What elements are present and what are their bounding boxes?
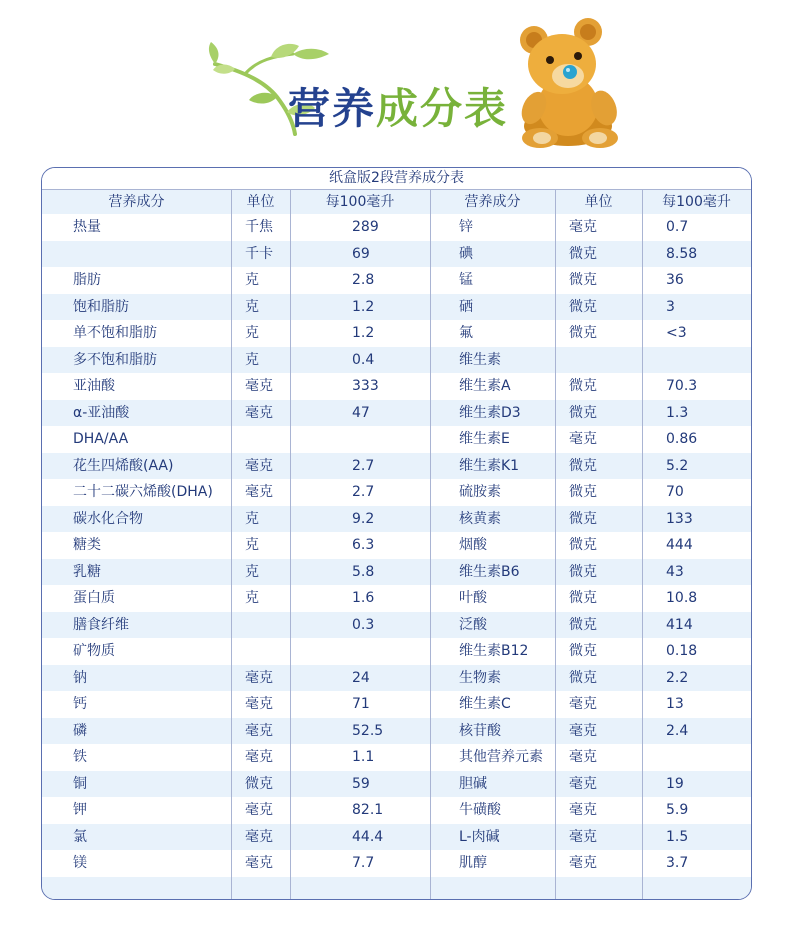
table-row <box>42 691 751 718</box>
nutrient-value-right: 43 <box>666 563 684 580</box>
nutrient-value: 1.2 <box>352 325 375 341</box>
nutrient-name: 铜 <box>73 775 87 792</box>
nutrient-name: 镁 <box>73 855 87 871</box>
nutrient-value-right: <3 <box>666 325 687 341</box>
nutrient-value-right: 133 <box>666 510 693 527</box>
table-caption: 纸盒版2段营养成分表 <box>42 168 751 190</box>
table-row <box>42 797 751 824</box>
nutrient-name-right: 维生素E <box>459 431 510 447</box>
nutrient-name: 二十二碳六烯酸(DHA) <box>73 484 213 500</box>
nutrient-unit: 克 <box>245 563 259 580</box>
nutrient-value <box>290 426 430 453</box>
nutrient-value: 44.4 <box>352 828 384 845</box>
nutrient-value: 59 <box>352 775 370 792</box>
page-title <box>288 76 508 136</box>
header-nutrient: 营养成分 <box>108 194 165 210</box>
nutrient-unit-right: 微克 <box>569 404 597 421</box>
table-row <box>42 665 751 692</box>
nutrient-name-right: 叶酸 <box>459 590 487 606</box>
nutrient-name-right: L-肉碱 <box>459 828 500 845</box>
nutrient-value: 71 <box>352 696 370 712</box>
nutrition-table <box>41 167 752 900</box>
nutrient-value: 289 <box>352 219 379 235</box>
nutrient-name: 饱和脂肪 <box>73 298 129 315</box>
nutrient-unit: 克 <box>245 510 259 527</box>
table-row <box>42 744 751 771</box>
nutrient-unit-right: 微克 <box>569 563 597 580</box>
nutrient-value: 0.3 <box>352 616 375 633</box>
nutrient-name: 碳水化合物 <box>73 510 143 527</box>
table-row <box>42 267 751 294</box>
table-body <box>42 214 751 877</box>
nutrient-unit-right: 毫克 <box>569 431 597 447</box>
nutrient-name: 膳食纤维 <box>73 616 129 633</box>
nutrient-name-right: 胆碱 <box>459 775 487 792</box>
table-row <box>42 453 751 480</box>
table-grid <box>42 190 751 900</box>
table-row <box>42 241 751 268</box>
nutrient-unit: 毫克 <box>245 457 273 474</box>
table-row <box>42 850 751 877</box>
nutrient-unit: 千卡 <box>245 245 273 262</box>
nutrient-unit: 克 <box>245 537 259 553</box>
nutrient-name-right: 核苷酸 <box>459 722 501 739</box>
nutrient-unit-right: 微克 <box>569 245 597 262</box>
table-row <box>42 824 751 851</box>
table-row <box>42 347 751 374</box>
nutrient-name: 糖类 <box>73 537 101 553</box>
nutrient-name-right: 维生素D3 <box>459 404 521 421</box>
table-row <box>42 718 751 745</box>
nutrient-value: 9.2 <box>352 510 375 527</box>
nutrient-name-right: 锌 <box>459 219 473 235</box>
nutrient-unit <box>231 426 290 453</box>
nutrient-value: 69 <box>352 245 370 262</box>
nutrient-unit-right: 微克 <box>569 669 597 686</box>
nutrient-name: 单不饱和脂肪 <box>73 325 157 341</box>
nutrient-unit: 毫克 <box>245 669 273 686</box>
nutrient-unit-right: 微克 <box>569 378 597 394</box>
nutrient-value: 7.7 <box>352 855 375 871</box>
title-part-blue: 营养 <box>288 84 377 133</box>
nutrient-value: 333 <box>352 378 379 394</box>
nutrient-name-right: 烟酸 <box>459 537 487 553</box>
nutrient-value: 82.1 <box>352 802 384 818</box>
table-row <box>42 559 751 586</box>
nutrient-name-right: 生物素 <box>459 669 501 686</box>
nutrient-name-right: 硒 <box>459 298 473 315</box>
nutrient-unit-right: 毫克 <box>569 749 597 765</box>
nutrient-unit-right: 毫克 <box>569 722 597 739</box>
nutrient-name: 蛋白质 <box>73 590 115 606</box>
nutrient-unit: 毫克 <box>245 749 273 765</box>
nutrient-unit: 毫克 <box>245 722 273 739</box>
nutrient-value-right: 3.7 <box>666 855 689 871</box>
nutrient-value: 0.4 <box>352 351 375 368</box>
nutrient-value-right: 1.3 <box>666 404 689 421</box>
nutrient-unit-right: 微克 <box>569 484 597 500</box>
nutrient-value: 2.7 <box>352 484 375 500</box>
nutrient-value: 24 <box>352 669 370 686</box>
column-divider <box>555 190 556 900</box>
nutrient-unit-right: 毫克 <box>569 696 597 712</box>
nutrient-name-right: 维生素B12 <box>459 643 529 659</box>
table-row <box>42 400 751 427</box>
nutrient-unit: 毫克 <box>245 802 273 818</box>
nutrient-name: 钠 <box>73 669 87 686</box>
nutrient-name-right: 锰 <box>459 272 473 288</box>
nutrient-value-right: 70.3 <box>666 378 698 394</box>
nutrient-name: α-亚油酸 <box>73 404 130 421</box>
nutrient-name-right: 氟 <box>459 325 473 341</box>
nutrient-value: 47 <box>352 404 370 421</box>
nutrient-value-right: 36 <box>666 272 684 288</box>
nutrient-value-right: 444 <box>666 537 693 553</box>
nutrient-unit: 毫克 <box>245 484 273 500</box>
nutrient-name <box>42 241 231 268</box>
nutrient-value-right: 19 <box>666 775 684 792</box>
nutrient-value-right: 2.2 <box>666 669 689 686</box>
table-row <box>42 479 751 506</box>
nutrient-value: 1.6 <box>352 590 375 606</box>
nutrient-name: 多不饱和脂肪 <box>73 351 157 368</box>
nutrient-unit: 毫克 <box>245 404 273 421</box>
nutrient-name-right: 核黄素 <box>459 510 501 527</box>
header-unit-right: 单位 <box>584 194 613 210</box>
nutrient-unit-right: 微克 <box>569 510 597 527</box>
nutrient-name: 钙 <box>73 696 87 712</box>
table-row <box>42 771 751 798</box>
nutrient-value: 2.7 <box>352 457 375 474</box>
nutrient-name: 热量 <box>73 219 101 235</box>
nutrient-unit: 克 <box>245 298 259 315</box>
header-unit: 单位 <box>246 194 275 210</box>
nutrient-name: 亚油酸 <box>73 378 115 394</box>
nutrient-unit: 克 <box>245 351 259 368</box>
nutrient-unit-right: 微克 <box>569 325 597 341</box>
table-row <box>42 585 751 612</box>
nutrient-unit: 毫克 <box>245 696 273 712</box>
page-header <box>0 0 790 160</box>
nutrient-value: 6.3 <box>352 537 375 553</box>
nutrient-value: 1.2 <box>352 298 375 315</box>
table-row <box>42 532 751 559</box>
nutrient-unit: 毫克 <box>245 855 273 871</box>
nutrient-name: DHA/AA <box>73 431 129 447</box>
nutrient-unit-right: 毫克 <box>569 802 597 818</box>
nutrient-unit-right: 微克 <box>569 590 597 606</box>
nutrient-value-right: 10.8 <box>666 590 698 606</box>
nutrient-unit <box>231 638 290 665</box>
nutrient-name-right: 硫胺素 <box>459 484 501 500</box>
nutrient-unit: 克 <box>245 272 259 288</box>
nutrient-name-right: 牛磺酸 <box>459 802 501 818</box>
nutrient-value-right: 3 <box>666 298 675 315</box>
nutrient-value-right: 70 <box>666 484 684 500</box>
nutrient-value-right: 8.58 <box>666 245 698 262</box>
nutrient-unit: 毫克 <box>245 378 273 394</box>
nutrient-unit <box>231 612 290 639</box>
nutrient-unit: 毫克 <box>245 828 273 845</box>
nutrient-name: 氯 <box>73 828 87 845</box>
nutrient-value-right <box>642 744 751 771</box>
header-per-100ml: 每100毫升 <box>325 194 395 210</box>
column-divider <box>642 190 643 900</box>
nutrient-value-right: 2.4 <box>666 722 689 739</box>
nutrient-value-right: 13 <box>666 696 684 712</box>
nutrient-name-right: 其他营养元素 <box>459 749 543 765</box>
nutrient-unit: 克 <box>245 590 259 606</box>
nutrient-name: 矿物质 <box>73 643 115 659</box>
table-row <box>42 506 751 533</box>
nutrient-name-right: 维生素K1 <box>459 457 520 474</box>
nutrient-unit-right: 微克 <box>569 272 597 288</box>
nutrient-name-right: 维生素A <box>459 378 511 394</box>
nutrient-value <box>290 638 430 665</box>
column-divider <box>290 190 291 900</box>
nutrient-name: 铁 <box>73 749 87 765</box>
nutrient-unit: 千焦 <box>245 219 273 235</box>
nutrient-name-right: 泛酸 <box>459 616 487 633</box>
nutrient-unit-right: 微克 <box>569 643 597 659</box>
nutrient-value-right: 0.86 <box>666 431 698 447</box>
nutrient-value-right: 5.9 <box>666 802 689 818</box>
nutrient-name: 磷 <box>73 722 87 739</box>
table-row <box>42 426 751 453</box>
table-row <box>42 214 751 241</box>
header-per-100ml-right: 每100毫升 <box>662 194 731 210</box>
nutrient-value-right: 414 <box>666 616 693 633</box>
column-divider <box>430 190 431 900</box>
nutrient-value-right: 5.2 <box>666 457 689 474</box>
table-row <box>42 294 751 321</box>
nutrient-name-right: 维生素C <box>459 696 511 712</box>
table-row <box>42 373 751 400</box>
nutrient-value-right: 0.7 <box>666 219 689 235</box>
title-part-green: 成分表 <box>376 84 509 133</box>
nutrient-name-right: 维生素 <box>459 351 501 368</box>
nutrient-unit: 微克 <box>245 775 273 792</box>
table-row <box>42 612 751 639</box>
nutrient-name: 钾 <box>73 802 87 818</box>
nutrient-name-right: 肌醇 <box>459 855 487 871</box>
header-nutrient-right: 营养成分 <box>464 194 521 210</box>
nutrient-unit-right: 微克 <box>569 616 597 633</box>
nutrient-value: 2.8 <box>352 272 375 288</box>
table-row <box>42 638 751 665</box>
nutrient-unit-right: 微克 <box>569 457 597 474</box>
column-divider <box>231 190 232 900</box>
nutrient-unit-right: 微克 <box>569 537 597 553</box>
nutrient-unit-right: 微克 <box>569 298 597 315</box>
nutrient-unit-right: 毫克 <box>569 219 597 235</box>
nutrient-value-right: 0.18 <box>666 643 698 659</box>
nutrient-value: 5.8 <box>352 563 375 580</box>
nutrient-unit-right: 毫克 <box>569 855 597 871</box>
nutrient-unit-right: 毫克 <box>569 828 597 845</box>
nutrient-name: 乳糖 <box>73 563 101 580</box>
nutrient-unit: 克 <box>245 325 259 341</box>
nutrient-name: 脂肪 <box>73 272 101 288</box>
nutrient-value-right: 1.5 <box>666 828 689 845</box>
nutrient-unit-right: 毫克 <box>569 775 597 792</box>
nutrient-name-right: 维生素B6 <box>459 563 520 580</box>
nutrient-name-right: 碘 <box>459 245 473 262</box>
table-header-row <box>42 190 751 214</box>
nutrient-value: 52.5 <box>352 722 384 739</box>
nutrient-value-right <box>642 347 751 374</box>
table-filler-row <box>42 877 751 901</box>
nutrient-name: 花生四烯酸(AA) <box>73 457 174 474</box>
table-row <box>42 320 751 347</box>
nutrient-unit-right <box>555 347 642 374</box>
nutrient-value: 1.1 <box>352 749 375 765</box>
teddy-bear-icon <box>512 18 624 150</box>
